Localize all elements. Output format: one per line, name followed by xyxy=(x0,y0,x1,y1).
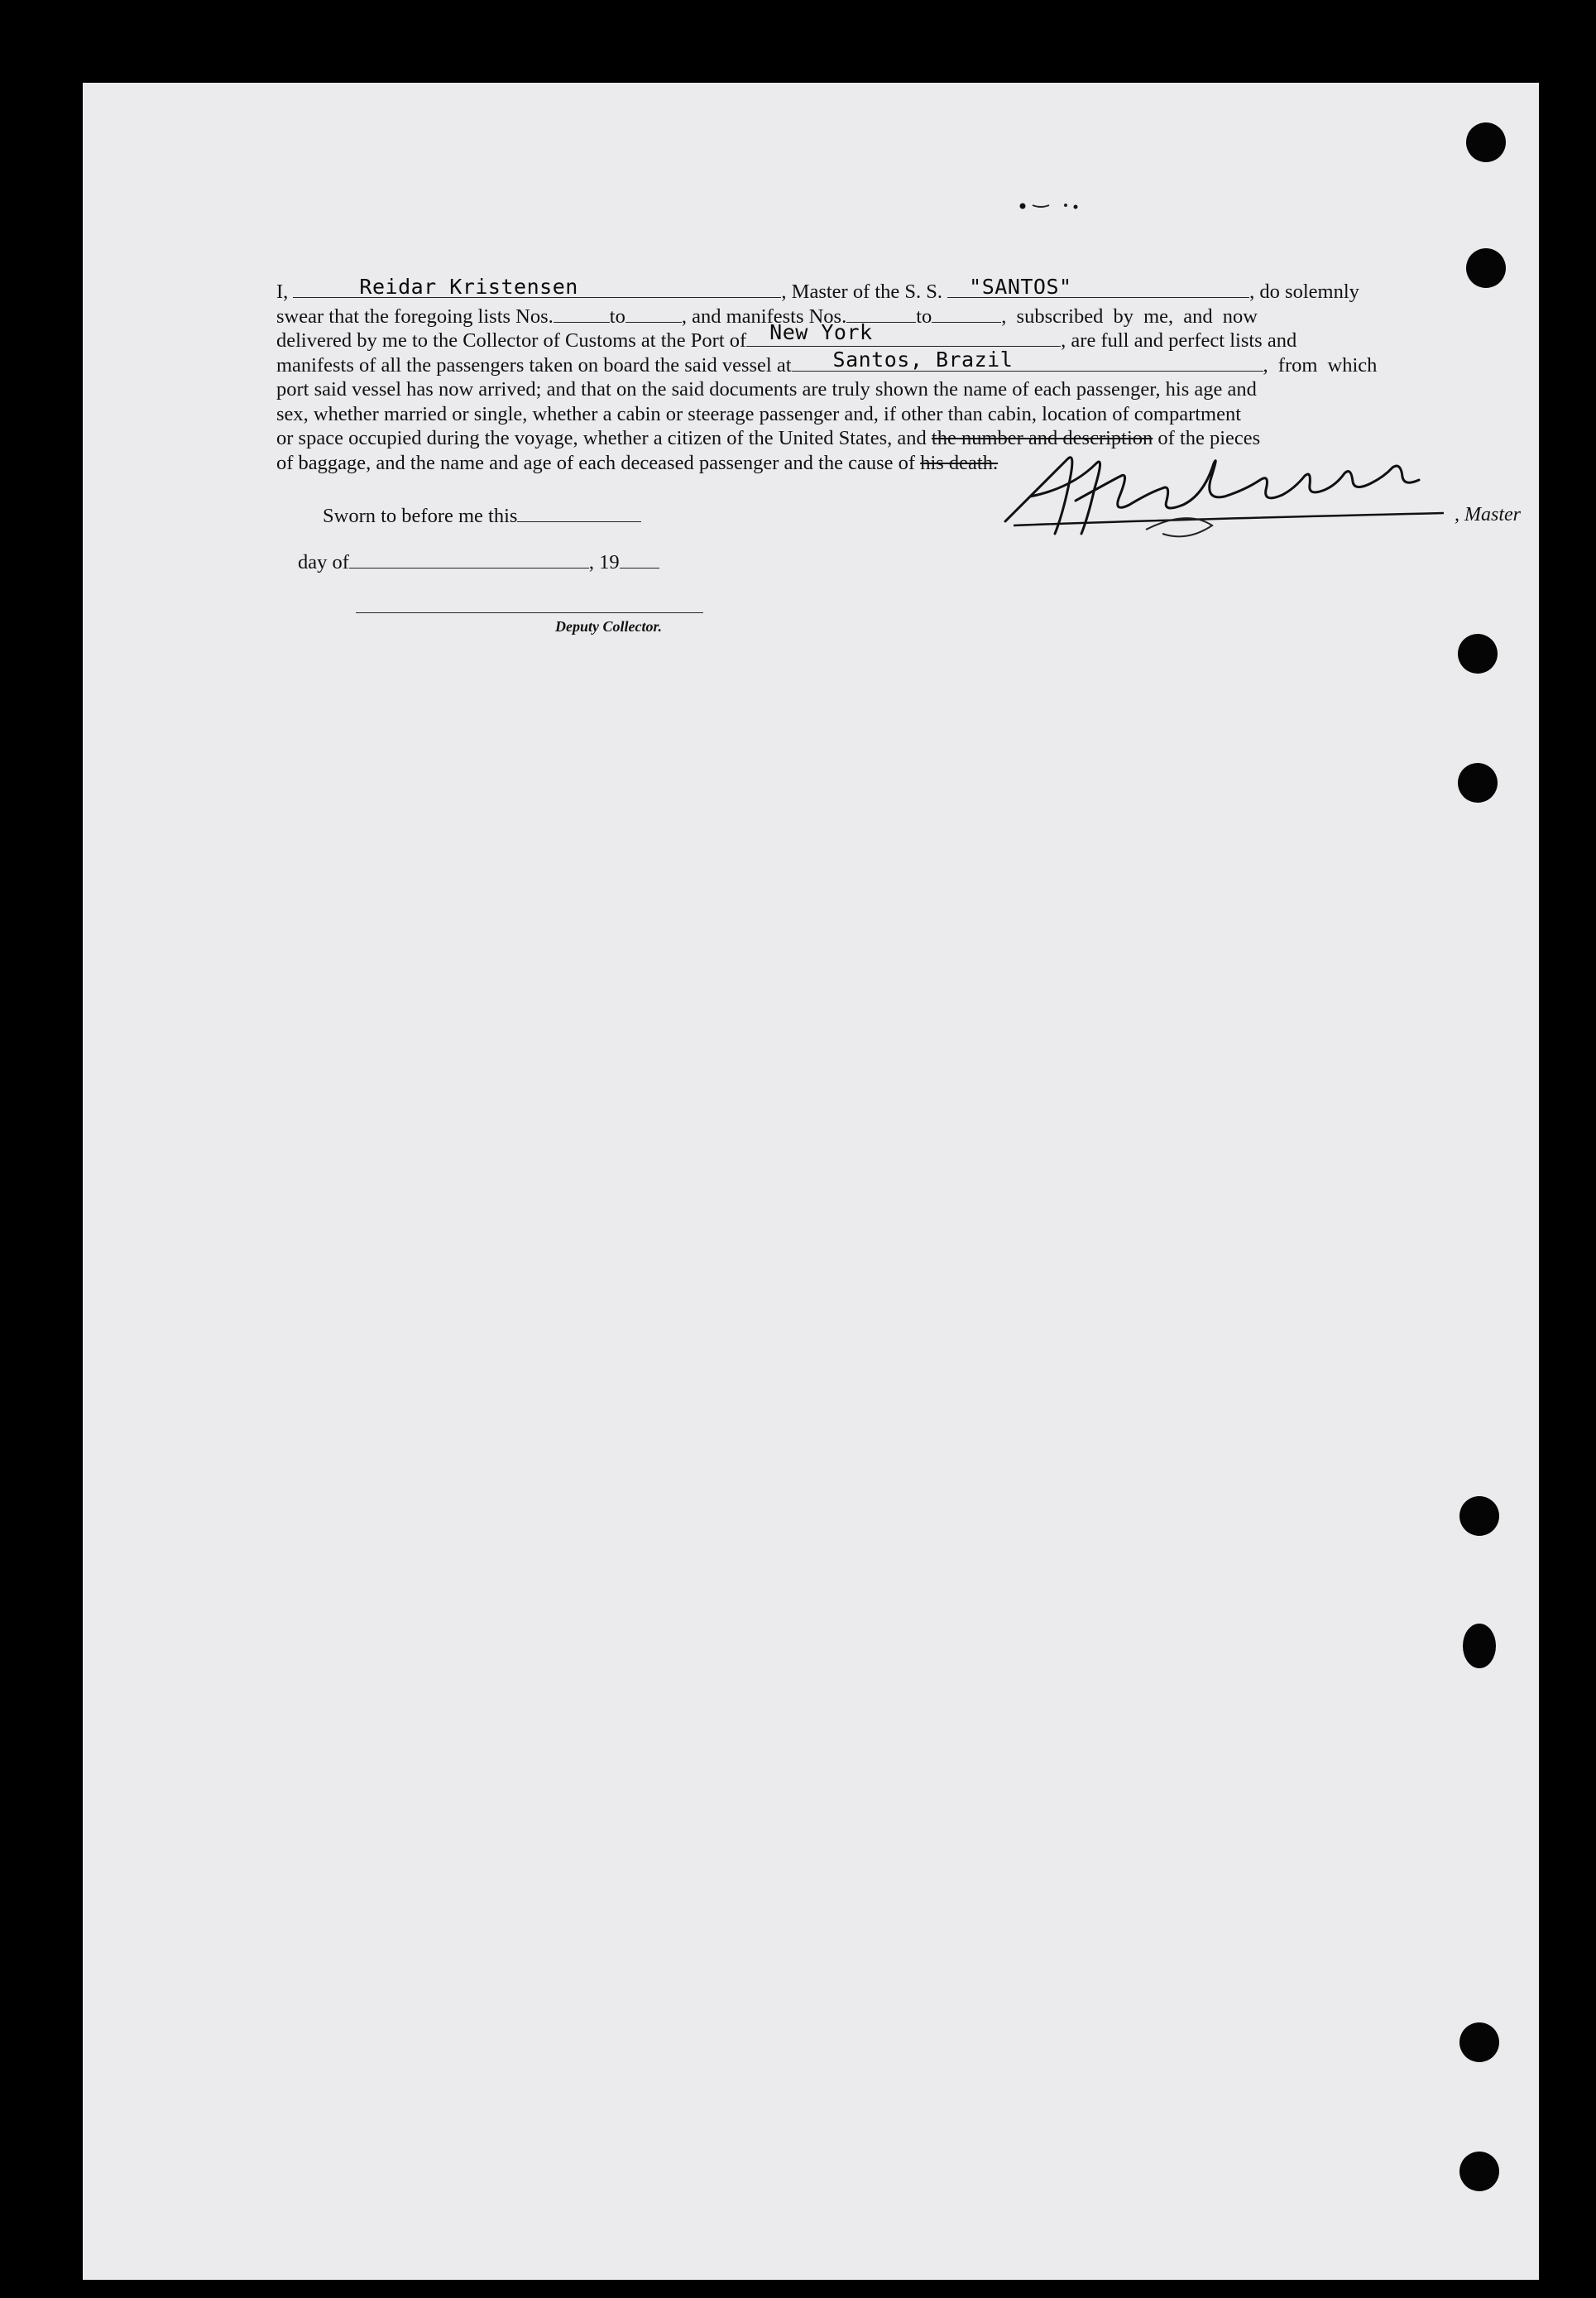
punch-hole-8 xyxy=(1459,2152,1499,2191)
year-prefix: , 19 xyxy=(588,551,620,573)
deputy-collector-label: Deputy Collector. xyxy=(555,618,662,635)
subscribed-text: , subscribed by me, and now xyxy=(1001,305,1258,328)
port-field xyxy=(746,319,1061,347)
pronoun: I, xyxy=(276,281,289,303)
struck-death-text: his death. xyxy=(920,451,999,474)
master-of-text: , Master of the S. S. xyxy=(781,281,943,303)
day-of-text: day of xyxy=(298,551,349,573)
vessel-name: "SANTOS" xyxy=(969,274,1072,299)
punch-hole-7 xyxy=(1459,2022,1499,2062)
master-signature xyxy=(997,430,1460,554)
master-label: , Master xyxy=(1455,504,1521,525)
struck-baggage-text: the number and description xyxy=(931,427,1153,449)
punch-hole-2 xyxy=(1466,248,1506,288)
oath-line-4 xyxy=(276,348,1521,378)
oath-line-2 xyxy=(276,305,1521,329)
oath-line-1 xyxy=(276,274,1521,305)
day-of-line xyxy=(298,551,703,574)
year-field xyxy=(620,551,659,569)
from-which-text: , from which xyxy=(1263,353,1378,377)
punch-hole-3 xyxy=(1458,634,1498,674)
full-lists-text: , are full and perfect lists and xyxy=(1061,329,1297,352)
lists-from-field xyxy=(554,305,610,323)
to-text-1: to xyxy=(609,305,625,328)
departure-port-field xyxy=(792,348,1263,372)
oath-line-5: port said vessel has now arrived; and that on the said documents are truly shown the name of each passenger, his age and xyxy=(276,378,1257,401)
vessel-name-field xyxy=(947,274,1249,299)
to-text-2: to xyxy=(916,305,932,328)
punch-hole-1 xyxy=(1466,122,1506,162)
manifest-page xyxy=(83,83,1539,2280)
oath-line-6: sex, whether married or single, whether a cabin or steerage passenger and, if other than cabin, location of compartment xyxy=(276,402,1242,425)
port-name: New York xyxy=(769,319,873,344)
sworn-text: Sworn to before me this xyxy=(323,505,518,527)
manifests-text: , and manifests Nos. xyxy=(681,305,847,328)
manifests-all-text: manifests of all the passengers taken on board the said vessel at xyxy=(276,353,792,377)
sworn-block xyxy=(298,505,703,636)
manifests-to-field xyxy=(932,305,1001,323)
punch-hole-4 xyxy=(1458,763,1498,803)
pieces-text: of the pieces xyxy=(1157,427,1261,449)
lists-text: swear that the foregoing lists Nos. xyxy=(276,305,554,328)
departure-port: Santos, Brazil xyxy=(832,348,1014,372)
deputy-signature-line xyxy=(356,611,703,613)
master-name: Reidar Kristensen xyxy=(359,274,578,299)
citizen-text: or space occupied during the voyage, whether a citizen of the United States, and xyxy=(276,427,927,449)
punch-hole-6 xyxy=(1463,1624,1496,1668)
deceased-text: of baggage, and the name and age of each deceased passenger and the cause of xyxy=(276,451,916,474)
master-name-field xyxy=(293,274,781,299)
solemnly-text: , do solemnly xyxy=(1249,281,1359,303)
lists-to-field xyxy=(625,305,682,323)
collector-text: delivered by me to the Collector of Customs at the Port of xyxy=(276,329,747,352)
stamp-mark xyxy=(1018,200,1109,212)
punch-hole-5 xyxy=(1459,1496,1499,1536)
month-field xyxy=(349,551,589,569)
sworn-day-field xyxy=(517,505,641,522)
sworn-line xyxy=(323,505,728,528)
